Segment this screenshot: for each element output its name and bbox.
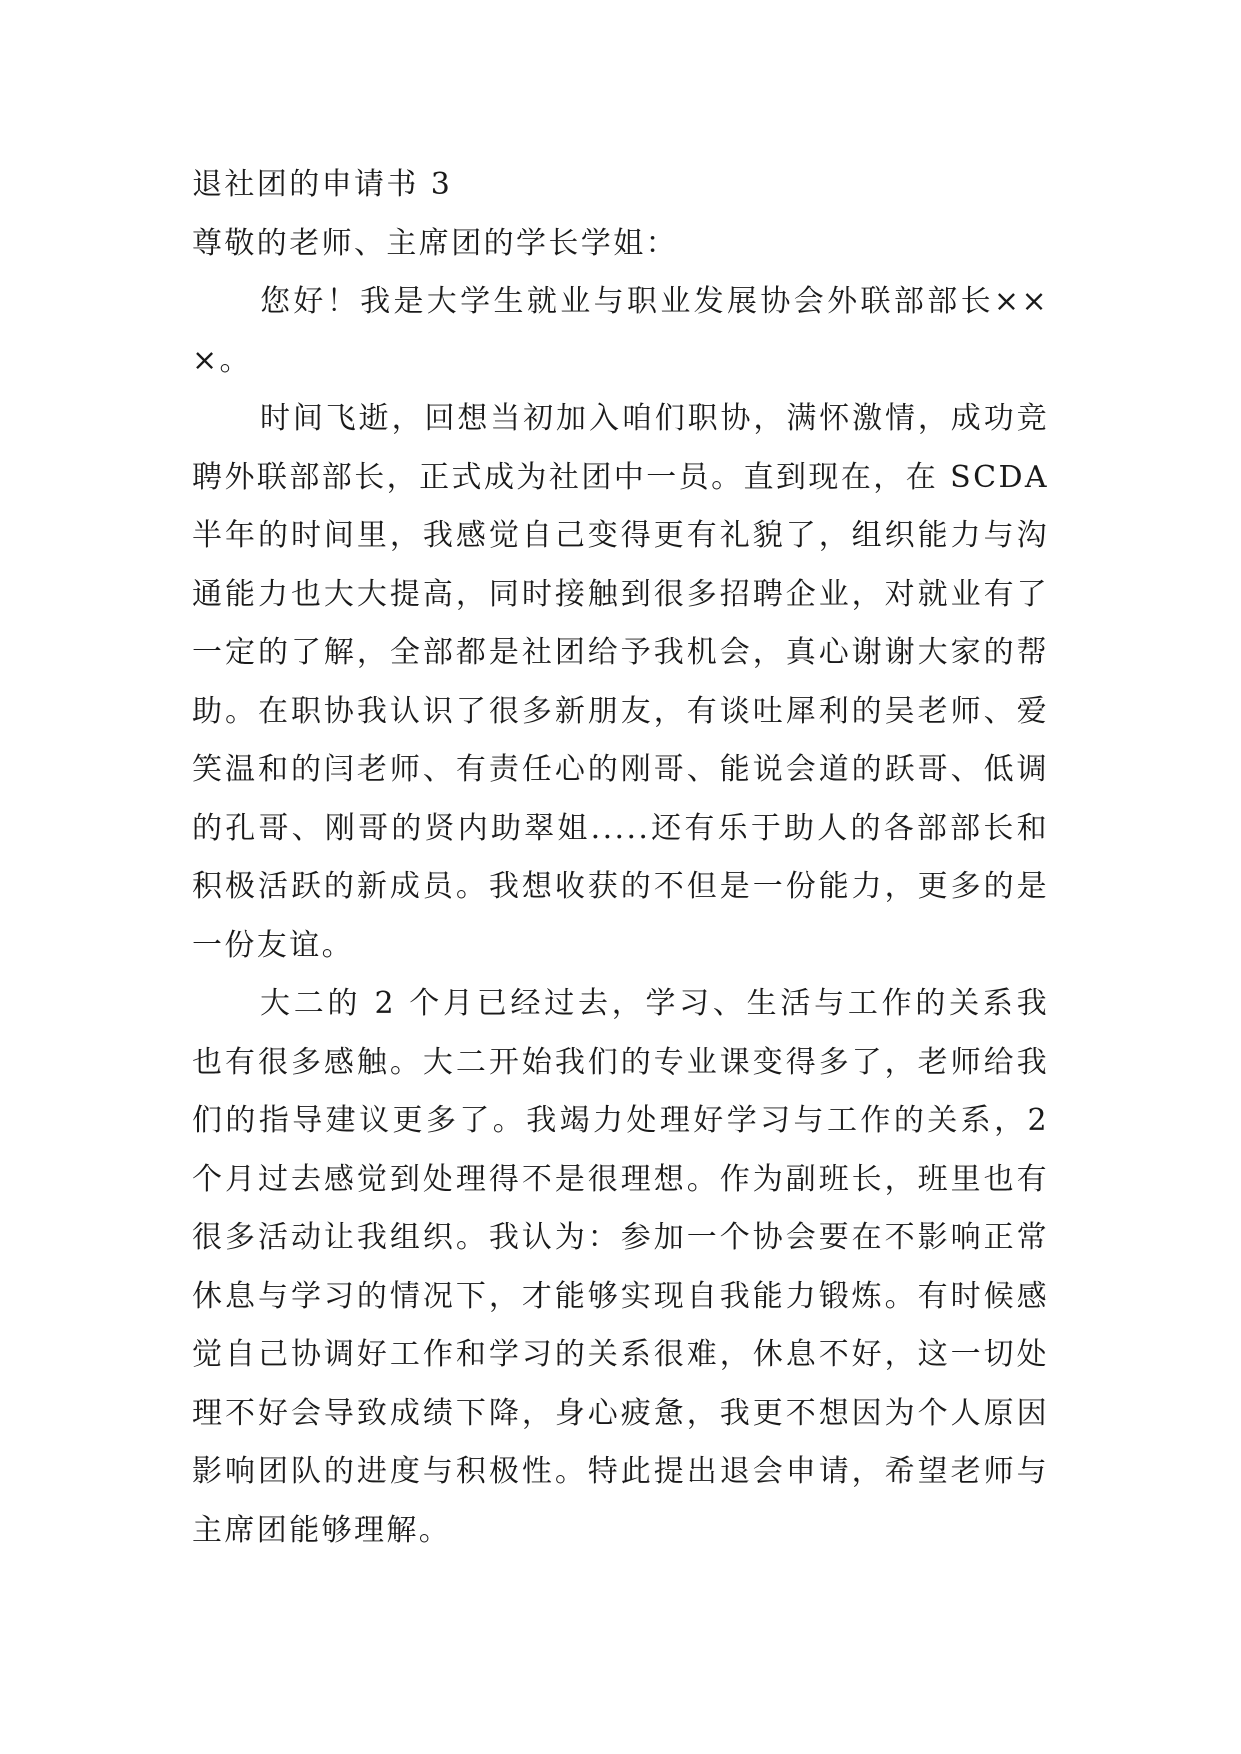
salutation: 尊敬的老师、主席团的学长学姐： xyxy=(192,225,678,261)
paragraph-experience: 时间飞逝，回想当初加入咱们职协，满怀激情，成功竞聘外联部部长，正式成为社团中一员。直到现在，在 SCDA 半年的时间里，我感觉自己变得更有礼貌了，组织能力与沟通能力也大大提高，同时接触到很多招聘企业，对就业有了一定的了解，全部都是社团给予我机会，真心谢谢大家的帮助。在职协我认识了很多新朋友，有谈吐犀利的吴老师、爱笑温和的闫老师、有责任心的刚哥、能说会道的跃哥、低调的孔哥、刚哥的贤内助翠姐.....还有乐于助人的各部部长和积极活跃的新成员。我想收获的不但是一份能力，更多的是一份友谊。 xyxy=(192,401,1049,963)
paragraph-greeting: 您好！我是大学生就业与职业发展协会外联部部长×××。 xyxy=(192,284,1049,378)
paragraph-reason: 大二的 2 个月已经过去，学习、生活与工作的关系我也有很多感触。大二开始我们的专业课变得多了，老师给我们的指导建议更多了。我竭力处理好学习与工作的关系，2 个月过去感觉到处理得不是很理想。作为副班长，班里也有很多活动让我组织。我认为：参加一个协会要在不影响正常休息与学习的情况下，才能够实现自我能力锻炼。有时候感觉自己协调好工作和学习的关系很难，休息不好，这一切处理不好会导致成绩下降，身心疲惫，我更不想因为个人原因影响团队的进度与积极性。特此提出退会申请，希望老师与主席团能够理解。 xyxy=(192,986,1049,1548)
document-body xyxy=(192,156,1049,1560)
document-title: 退社团的申请书 3 xyxy=(192,167,453,202)
